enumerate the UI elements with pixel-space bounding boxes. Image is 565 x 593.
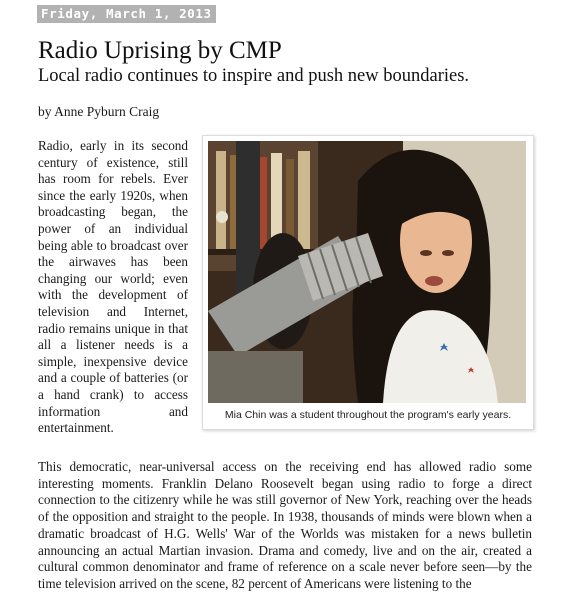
article-figure	[202, 135, 534, 430]
article-byline: by Anne Pyburn Craig	[38, 104, 160, 119]
article-photo	[208, 141, 526, 403]
body-paragraph: This democratic, near-universal access on the receiving end has allowed radio some interesting moments. Franklin Delano Roosevelt began using radio to forge a direct connection to the citizenry while he was still governor of New York, reaching over the heads of the opposition and straight to the people. In 1938, thousands of minds were blown when a dramatic broadcast of H.G. Wells' War of the Worlds was mistaken for a news bulletin announcing an actual Martian invasion. Drama and comedy, live and on the air, created a cultural common denominator and frame of reference on a scale never before seen—by the time television arrived on the scene, 82 percent of Americans were listening to the	[38, 459, 532, 591]
photo-caption: Mia Chin was a student throughout the program's early years.	[224, 409, 512, 421]
intro-paragraph: Radio, early in its second century of existence, still has room for rebels. Ever since the early 1920s, when broadcasting began, the power of an individual being able to broadcast over the airwaves has been changing our world; even with the development of television and Internet, radio remains unique in that all a listener needs is a simple, inexpensive device and a couple of batteries (or a hand crank) to access information and entertainment.	[38, 138, 188, 436]
post-date: Friday, March 1, 2013	[37, 5, 216, 23]
photo-illustration	[208, 141, 526, 403]
article-title: Radio Uprising by CMP	[38, 37, 282, 64]
article-subtitle: Local radio continues to inspire and push new boundaries.	[38, 66, 470, 86]
